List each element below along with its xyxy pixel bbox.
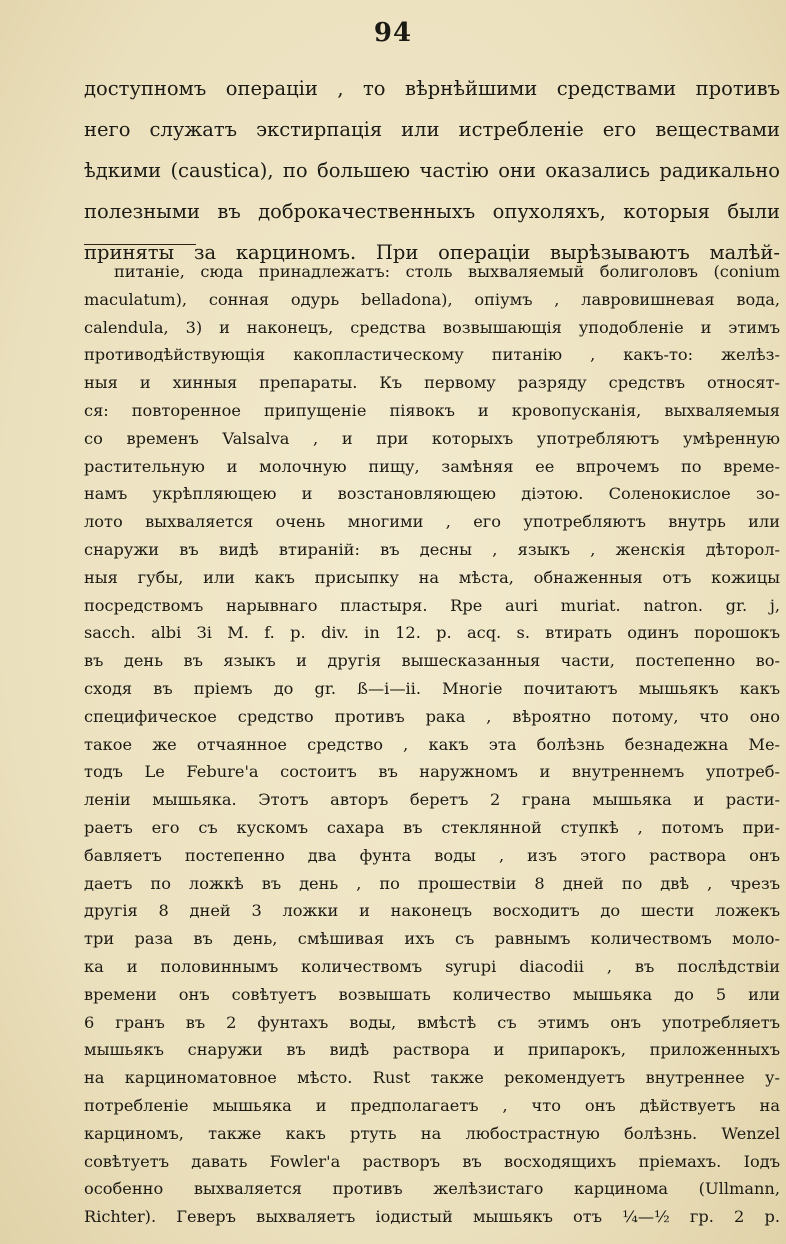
footnote-line: потребленiе мышьяка и предполагаетъ , что онъ дѣйствуетъ на [84, 1095, 780, 1115]
footnote-line: лото выхваляется очень многими , его употребляютъ внутрь или [84, 512, 780, 532]
footnote-line: времени онъ совѣтуетъ возвышать количество мышьяка до 5 или [84, 984, 780, 1004]
footnote-line: карциномъ, также какъ ртуть на любострастную болѣзнь. Wenzel [84, 1123, 780, 1143]
footnote-line: такое же отчаянное средство , какъ эта болѣзнь безнадежна Ме- [84, 734, 780, 754]
footnote-line: особенно выхваляется противъ желѣзистаго карцинома (Ullmann, [84, 1179, 780, 1199]
footnote-line: снаружи въ видѣ втиранiй: въ десны , языкъ , женскiя дѣторол- [84, 539, 780, 559]
main-body-text [84, 68, 780, 273]
footnote-line: ся: повторенное припущенiе пiявокъ и кровопусканiя, выхваляемыя [84, 400, 780, 420]
footnote-line: раетъ его съ кускомъ сахара въ стеклянной ступкѣ , потомъ при- [84, 817, 780, 837]
footnote-line: на карциноматовное мѣсто. Rust также рекомендуетъ внутреннее у- [84, 1068, 780, 1088]
page-number: 94 [373, 18, 413, 48]
footnote-line: ныя губы, или какъ присыпку на мѣста, обнаженныя отъ кожицы [84, 567, 780, 587]
footnote-line: тодъ Le Febure'а состоитъ въ наружномъ и внутреннемъ употреб- [84, 762, 780, 782]
footnote-line: бавляетъ постепенно два фунта воды , изъ этого раствора онъ [84, 845, 780, 865]
footnote-line: sacch. albi Зi M. f. p. div. in 12. p. acq. s. втирать одинъ порошокъ [84, 623, 780, 643]
footnote-line: растительную и молочную пищу, замѣняя ее впрочемъ по време- [84, 456, 780, 476]
footnote-line: maculatum), сонная одурь belladona), опiумъ , лавровишневая вода, [84, 289, 780, 309]
main-text-line: полезными въ доброкачественныхъ опухоляхъ, которыя были [84, 200, 780, 223]
footnote-line: другiя 8 дней 3 ложки и наконецъ восходитъ до шести ложекъ [84, 901, 780, 921]
footnote-line: ныя и хинныя препараты. Къ первому разряду средствъ относят- [84, 373, 780, 393]
footnote-line: Richter). Геверъ выхваляетъ iодистый мышьякъ отъ ¼—½ гр. 2 р. [84, 1207, 780, 1227]
footnote-line: даетъ по ложкѣ въ день , по прошествiи 8 дней по двѣ , чрезъ [84, 873, 780, 893]
footnote-line: питанiе, сюда принадлежатъ: столь выхваляемый болиголовъ (conium [114, 262, 780, 281]
footnote-line: 6 гранъ въ 2 фунтахъ воды, вмѣстѣ съ этимъ онъ употребляетъ [84, 1012, 780, 1032]
footnote-line: ленiи мышьяка. Этотъ авторъ беретъ 2 грана мышьяка и расти- [84, 790, 780, 810]
footnote-text [84, 258, 780, 1231]
footnote-line: намъ укрѣпляющею и возстановляющею дiэтою. Соленокислое зо- [84, 484, 780, 504]
footnote-line: ка и половиннымъ количествомъ syrupi diacodii , въ послѣдствiи [84, 956, 780, 976]
main-text-line: приняты за карциномъ. При операцiи вырѣзываютъ малѣй- [84, 241, 780, 264]
footnote-line: три раза въ день, смѣшивая ихъ съ равнымъ количествомъ моло- [84, 929, 780, 949]
footnote-line: въ день въ языкъ и другiя вышесказанныя части, постепенно во- [84, 651, 780, 671]
footnote-line: посредствомъ нарывнаго пластыря. Rpe auri muriat. natron. gr. j, [84, 595, 780, 615]
footnote-line: специфическое средство противъ рака , вѣроятно потому, что оно [84, 706, 780, 726]
footnote-line: мышьякъ снаружи въ видѣ раствора и припарокъ, приложенныхъ [84, 1040, 780, 1060]
main-text-line: него служатъ экстирпацiя или истребленiе его веществами [84, 118, 780, 141]
main-text-line: ѣдкими (caustica), по большею частiю они оказались радикально [84, 159, 780, 182]
footnote-line: сходя въ прiемъ до gr. ß—i—ii. Многiе почитаютъ мышьякъ какъ [84, 678, 780, 698]
footnote-line: со временъ Valsalva , и при которыхъ употребляютъ умѣренную [84, 428, 780, 448]
footnote-line: calendula, 3) и наконецъ, средства возвышающiя уподобленiе и этимъ [84, 317, 780, 337]
footnote-line: противодѣйствующiя какопластическому питанiю , какъ-то: желѣз- [84, 345, 780, 365]
footnote-line: совѣтуетъ давать Fowler'а растворъ въ восходящихъ прiемахъ. Iодъ [84, 1151, 780, 1171]
footnote-divider [84, 244, 196, 245]
main-text-line: доступномъ операцiи , то вѣрнѣйшими средствами противъ [84, 77, 780, 100]
